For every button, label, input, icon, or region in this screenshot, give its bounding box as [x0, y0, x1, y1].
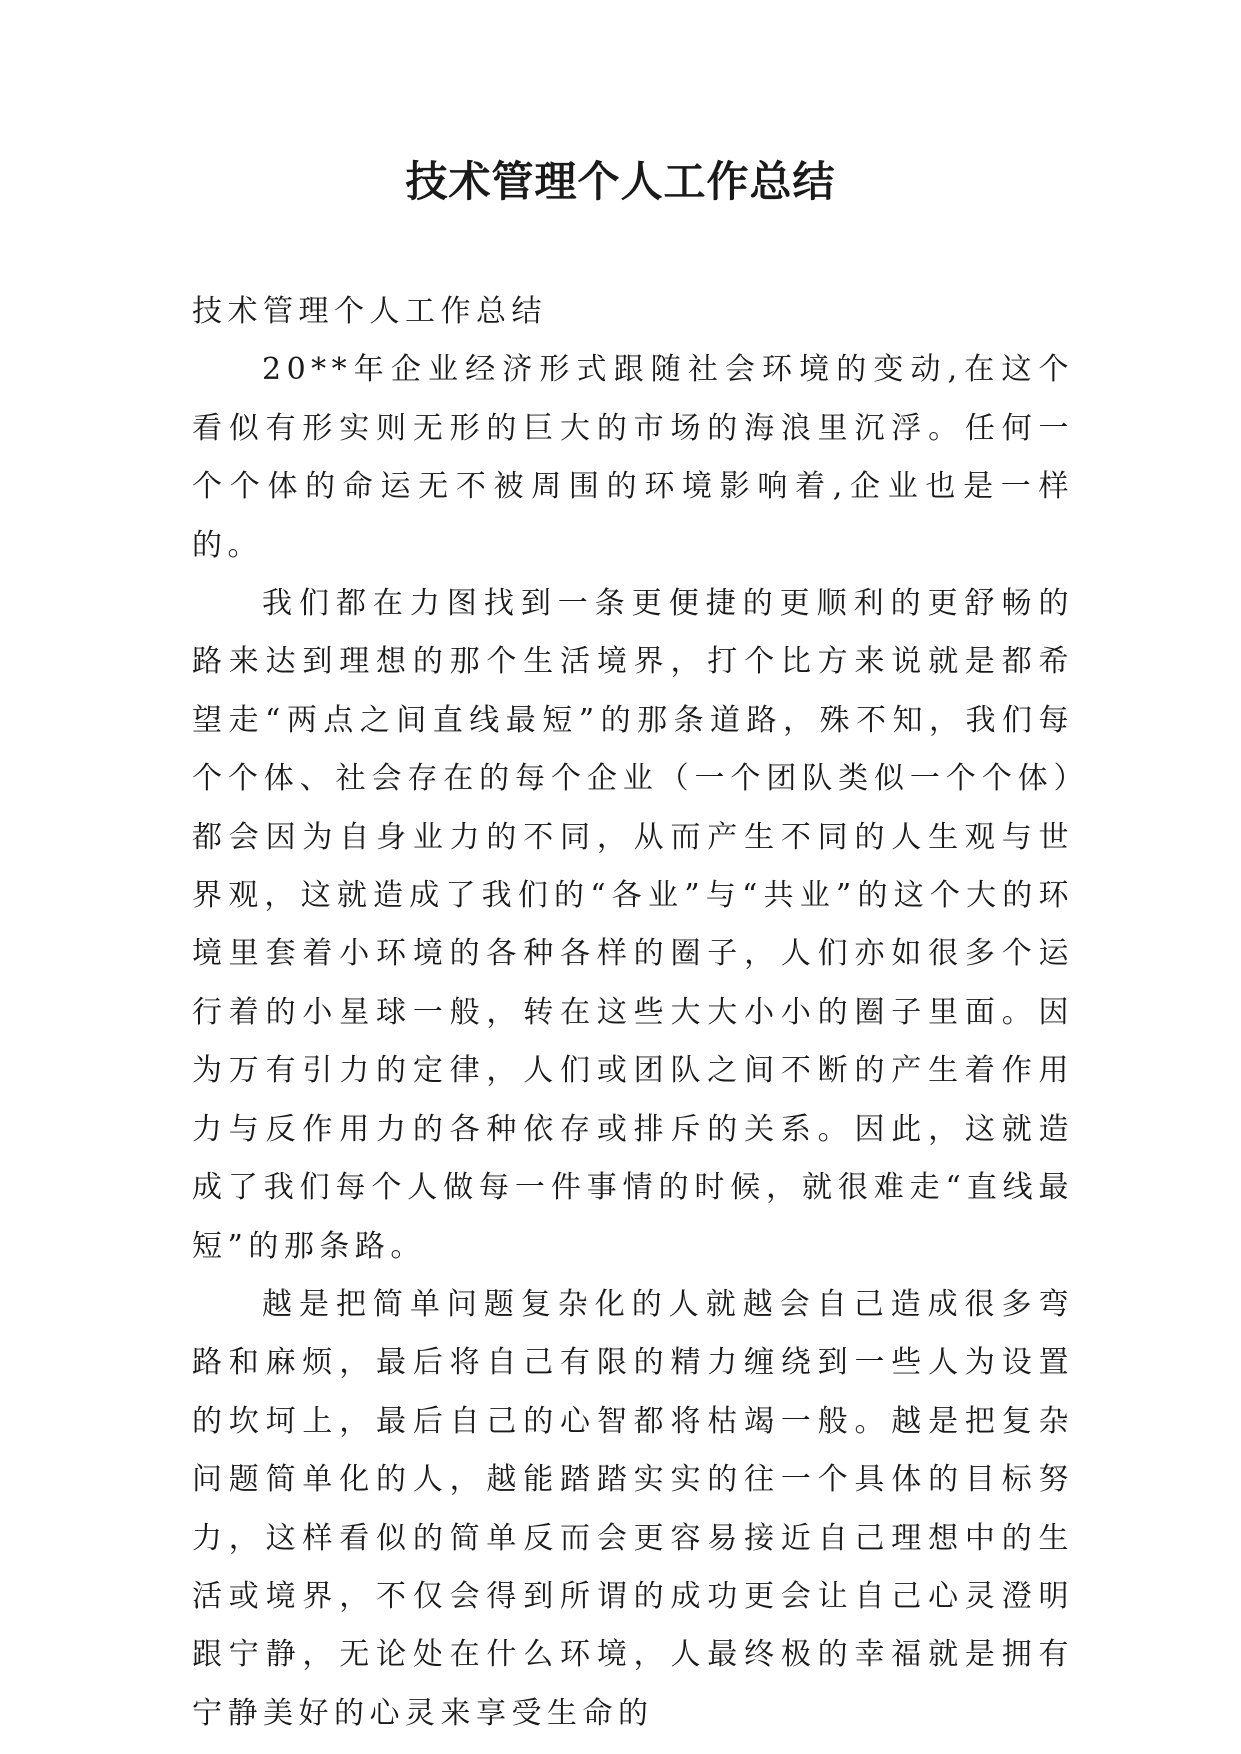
paragraph-2: 我们都在力图找到一条更便捷的更顺利的更舒畅的路来达到理想的那个生活境界，打个比方来说就是都希望走“两点之间直线最短”的那条道路，殊不知，我们每个个体、社会存在的每个企业（一个团队类似一个个体）都会因为自身业力的不同，从而产生不同的人生观与世界观，这就造成了我们的“各业”与“共业”的这个大的环境里套着小环境的各种各样的圈子，人们亦如很多个运行着的小星球一般，转在这些大大小小的圈子里面。因为万有引力的定律，人们或团队之间不断的产生着作用力与反作用力的各种依存或排斥的关系。因此，这就造成了我们每个人做每一件事情的时候，就很难走“直线最短”的那条路。 [192, 586, 1074, 1264]
paragraph-3: 越是把简单问题复杂化的人就越会自己造成很多弯路和麻烦，最后将自己有限的精力缠绕到一些人为设置的坎坷上，最后自己的心智都将枯竭一般。越是把复杂问题简单化的人，越能踏踏实实的往一个具体的目标努力，这样看似的简单反而会更容易接近自己理想中的生活或境界，不仅会得到所谓的成功更会让自己心灵澄明跟宁静，无论处在什么环境，人最终极的幸福就是拥有宁静美好的心灵来享受生命的 [192, 1286, 1074, 1731]
document-title: 技术管理个人工作总结 [405, 157, 836, 206]
paragraph-1: 20**年企业经济形式跟随社会环境的变动,在这个看似有形实则无形的巨大的市场的海浪里沉浮。任何一个个体的命运无不被周围的环境影响着,企业也是一样的。 [192, 352, 1074, 563]
subtitle-line: 技术管理个人工作总结 [192, 294, 547, 329]
document-body [192, 283, 1074, 1743]
